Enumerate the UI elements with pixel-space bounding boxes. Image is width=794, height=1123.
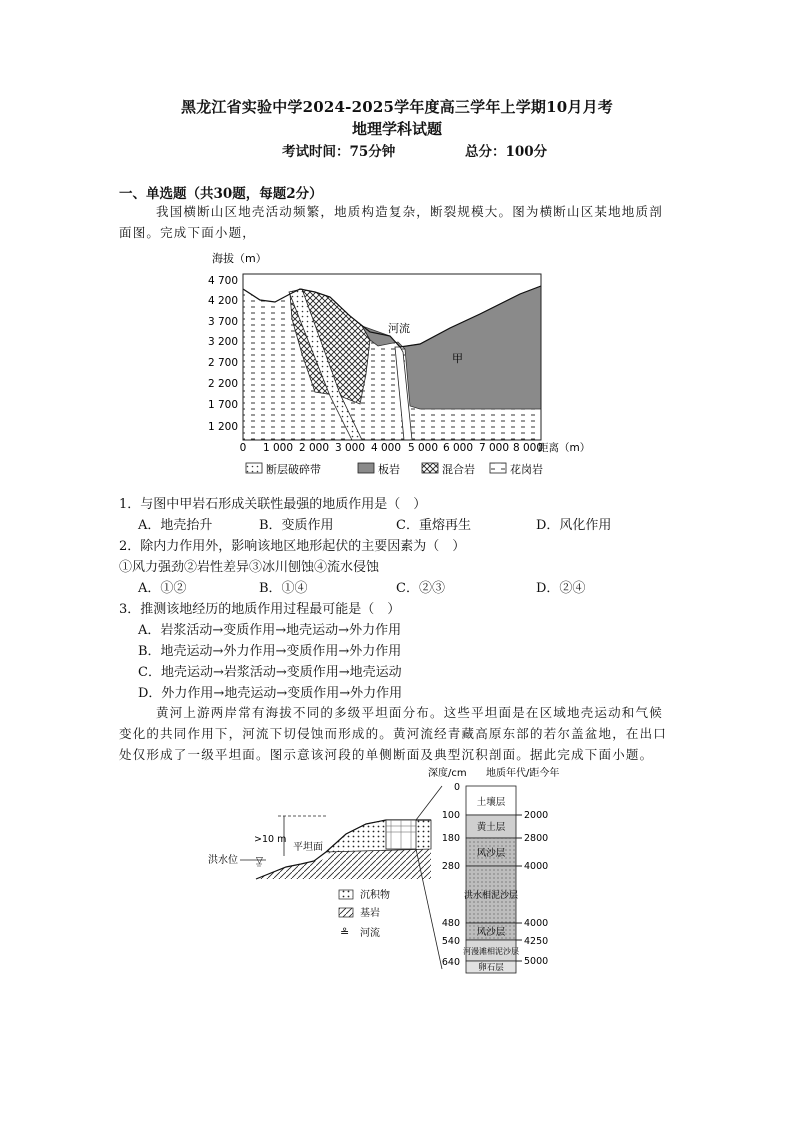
age-header: 地质年代/距今年 [486,768,560,779]
x-tick: 2 000 [298,442,330,454]
legend-granite: 花岗岩 [510,463,543,476]
q3-option-b: B．地壳运动→外力作用→变质作用→外力作用 [138,644,402,659]
passage-line-2: 变化的共同作用下，河流下切侵蚀而形成的。黄河流经青藏高原东部的若尔盖盆地，在出口 [119,726,668,741]
question-2-stem: 2．除内力作用外，影响该地区地形起伏的主要因素为（ ） [119,539,466,554]
q2-option-d: D．②④ [536,581,586,596]
x-tick: 7 000 [478,442,510,454]
q2-option-c: C．②③ [396,581,445,596]
platform-label: 平坦面 [293,842,323,853]
question-1-stem: 1．与图中甲岩石形成关联性最强的地质作用是（ ） [119,497,427,512]
river-terrace-figure [196,764,616,984]
q1-option-c: C．重熔再生 [396,518,471,533]
depth-label: 640 [441,957,460,968]
legend-migmatite: 混合岩 [442,463,475,476]
legend-slate: 板岩 [378,463,400,476]
layer-floodplain: 河漫滩相泥沙层 [463,947,519,956]
depth-label: 180 [441,833,460,844]
depth-label: 0 [453,782,460,793]
y-tick: 1 200 [207,421,238,433]
y-tick: 4 700 [207,275,238,287]
x-tick: 1 000 [262,442,294,454]
legend-river-symbol: ≗ [340,926,350,939]
x-axis-label: 距离（m） [538,442,591,454]
y-tick: 4 200 [207,295,238,307]
q1-option-d: D．风化作用 [536,518,612,533]
legend-granite-swatch [490,463,506,473]
y-tick: 3 200 [207,336,238,348]
layer-aeolian-2: 风沙层 [476,927,506,938]
y-tick: 1 700 [207,399,238,411]
river-label: 河流 [388,322,410,335]
layer-gravel: 卵石层 [478,963,504,973]
question-3-stem: 3．推测该地经历的地质作用过程最可能是（ ） [119,602,401,617]
x-tick: 8 000 [512,442,544,454]
legend-fault-swatch [246,463,262,473]
legend-bedrock: 基岩 [360,908,380,919]
geologic-section-figure [190,244,591,480]
exam-score: 总分：100分 [465,144,548,160]
x-tick: 6 000 [442,442,474,454]
age-label: 5000 [524,956,549,967]
age-label: 4000 [524,918,549,929]
legend-river: 河流 [360,928,380,939]
y-axis-label: 海拔（m） [212,252,267,265]
x-tick: 3 000 [334,442,366,454]
q2-option-a: A．①② [138,581,187,596]
passage-line-1: 黄河上游两岸常有海拔不同的多级平坦面分布。这些平坦面是在区域地壳运动和气候 [156,705,663,720]
question-2-choices: ①风力强劲②岩性差异③冰川刨蚀④流水侵蚀 [119,560,380,575]
age-label: 4000 [524,861,549,872]
section-heading: 一、单选题（共30题，每题2分） [119,186,323,202]
depth-label: 480 [441,918,460,929]
legend-fault: 断层破碎带 [266,463,321,476]
q3-option-a: A．岩浆活动→变质作用→地壳运动→外力作用 [138,623,402,638]
depth-label: 280 [441,861,460,872]
depth-header: 深度/cm [428,768,467,779]
exam-time: 考试时间：75分钟 [282,144,396,160]
legend-slate-swatch [358,463,374,473]
layer-loess: 黄土层 [476,822,506,833]
intro-line-1: 我国横断山区地壳活动频繁，地质构造复杂，断裂规模大。图为横断山区某地地质剖 [156,204,663,219]
y-tick: 3 700 [207,316,238,328]
passage-line-3: 处仅形成了一级平坦面。图示意该河段的单侧断面及典型沉积剖面。据此完成下面小题。 [119,747,654,762]
water-symbol: ▽ [256,856,263,866]
layer-flood: 洪水相泥沙层 [463,891,519,901]
depth-label: 540 [441,936,460,947]
legend-sediment: 沉积物 [360,890,390,901]
q1-option-b: B．变质作用 [259,518,334,533]
y-tick: 2 200 [207,378,238,390]
layer-soil: 土壤层 [476,797,506,808]
q3-option-d: D．外力作用→地壳运动→变质作用→外力作用 [138,686,403,701]
exam-title: 黑龙江省实验中学2024-2025学年度高三学年上学期10月月考 [181,98,613,116]
y-tick: 2 700 [207,357,238,369]
x-tick: 0 [239,442,247,454]
q1-option-a: A．地壳抬升 [138,518,213,533]
layer-aeolian-1: 风沙层 [476,848,506,859]
intro-line-2: 面图。完成下面小题， [119,225,257,240]
height-label: >10 m [254,834,287,845]
age-label: 4250 [524,936,549,947]
jia-label: 甲 [452,352,463,365]
flood-label: 洪水位 [208,855,238,866]
legend-sediment-swatch [339,890,353,899]
legend-bedrock-swatch [339,908,353,917]
exam-subtitle: 地理学科试题 [351,120,442,138]
age-label: 2000 [524,810,549,821]
age-label: 2800 [524,833,549,844]
q2-option-b: B．①④ [259,581,308,596]
q3-option-c: C．地壳运动→岩浆活动→变质作用→地壳运动 [138,665,402,680]
x-tick: 5 000 [407,442,439,454]
x-tick: 4 000 [370,442,402,454]
legend-migmatite-swatch [422,463,438,473]
depth-label: 100 [441,810,460,821]
